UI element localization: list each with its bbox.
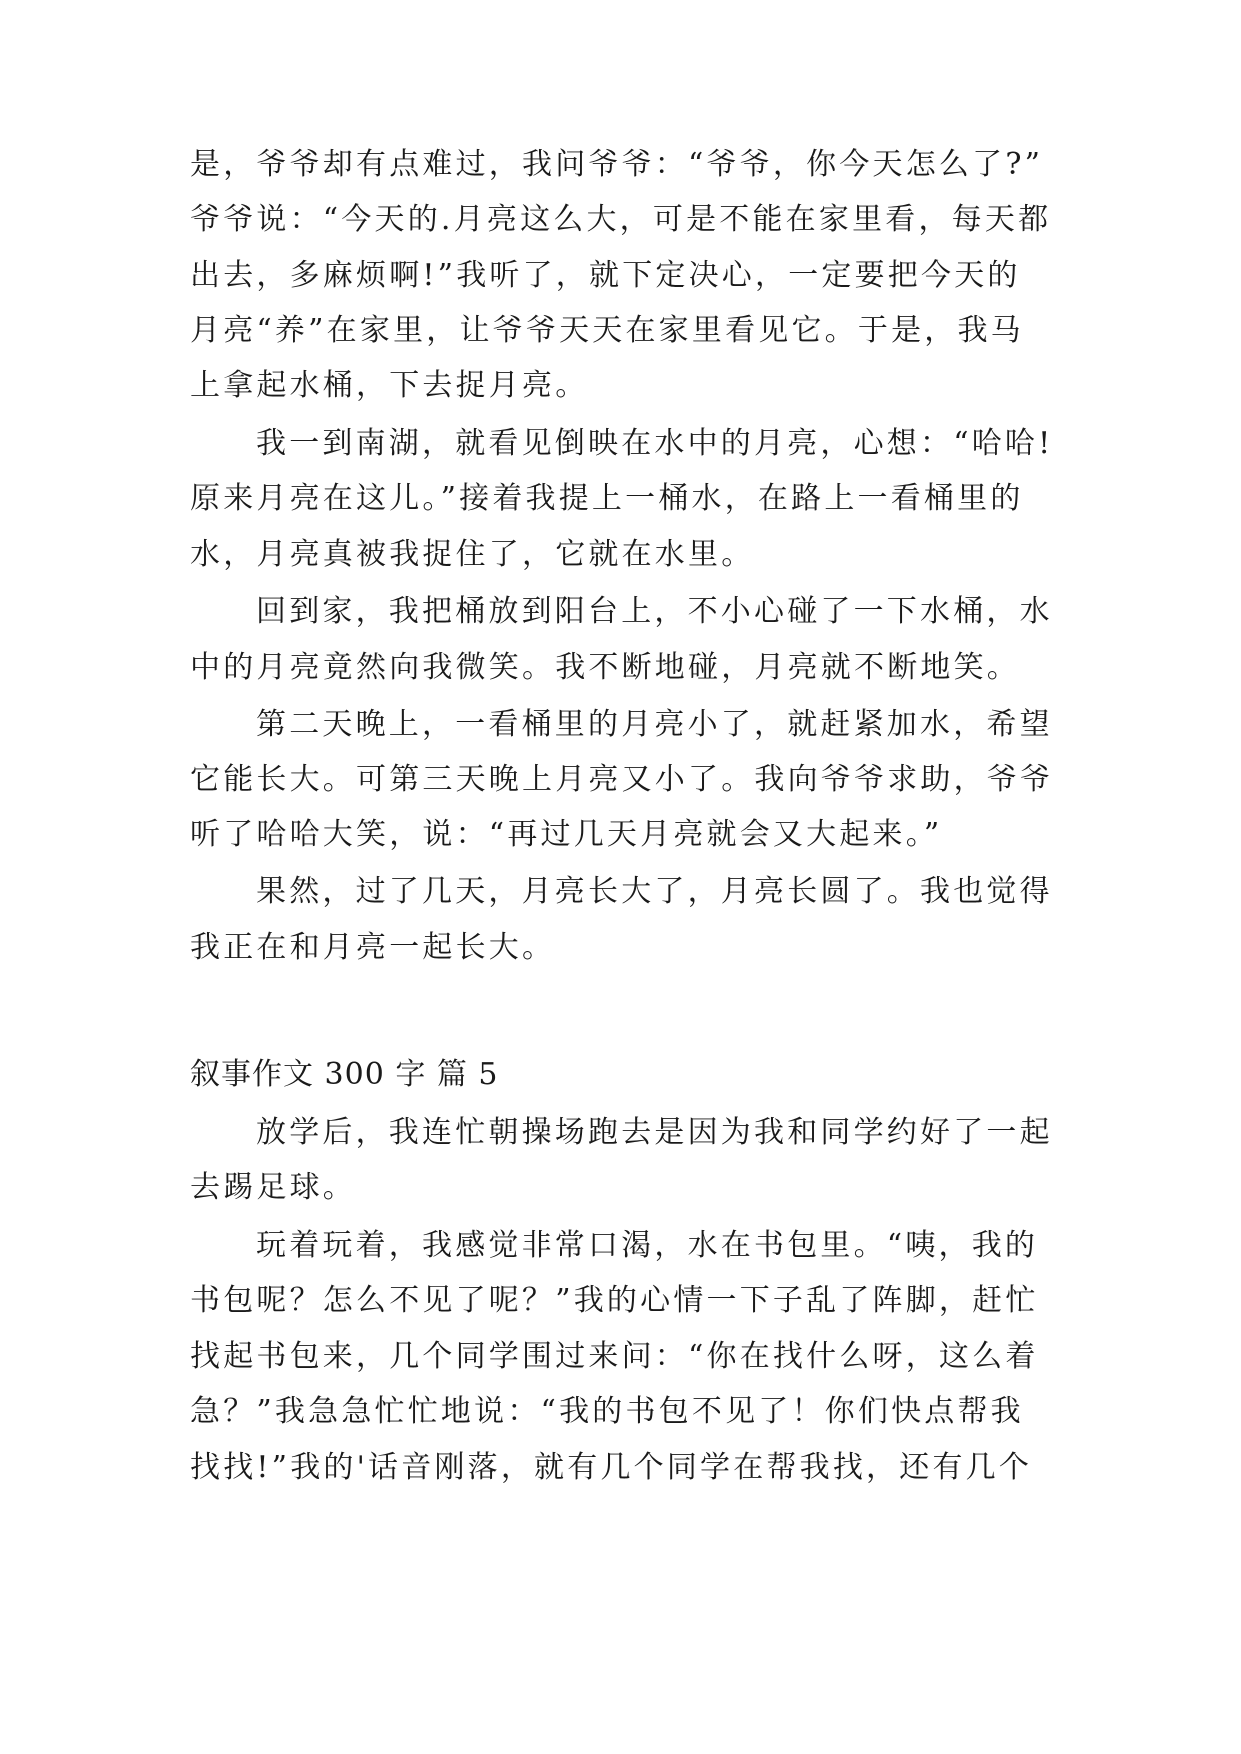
text-line: 第二天晚上，一看桶里的月亮小了，就赶紧加水，希望 [256, 707, 1053, 742]
text-line: 是，爷爷却有点难过，我问爷爷：“爷爷，你今天怎么了?” [190, 147, 1044, 182]
text-line: 我正在和月亮一起长大。 [190, 930, 556, 965]
text-line: 急？”我急急忙忙地说：“我的书包不见了！你们快点帮我 [190, 1394, 1024, 1429]
text-line: 回到家，我把桶放到阳台上，不小心碰了一下水桶，水 [256, 594, 1053, 629]
text-line: 听了哈哈大笑，说：“再过几天月亮就会又大起来。” [190, 817, 943, 852]
text-line: 水，月亮真被我捉住了，它就在水里。 [190, 537, 755, 572]
text-line: 爷爷说：“今天的.月亮这么大，可是不能在家里看，每天都 [190, 202, 1052, 237]
text-line: 月亮“养”在家里，让爷爷天天在家里看见它。于是，我马 [190, 313, 1024, 348]
text-line: 玩着玩着，我感觉非常口渴，水在书包里。“咦，我的 [256, 1228, 1039, 1263]
text-line: 果然，过了几天，月亮长大了，月亮长圆了。我也觉得 [256, 874, 1053, 909]
text-line: 找找!”我的'话音刚落，就有几个同学在帮我找，还有几个 [190, 1450, 1033, 1485]
text-line: 出去，多麻烦啊!”我听了，就下定决心，一定要把今天的 [190, 258, 1021, 293]
text-line: 原来月亮在这儿。”接着我提上一桶水，在路上一看桶里的 [190, 481, 1024, 516]
text-line: 找起书包来，几个同学围过来问：“你在找什么呀，这么着 [190, 1339, 1039, 1374]
text-line: 上拿起水桶，下去捉月亮。 [190, 368, 589, 403]
text-line: 中的月亮竟然向我微笑。我不断地碰，月亮就不断地笑。 [190, 650, 1020, 685]
text-line: 去踢足球。 [190, 1170, 356, 1205]
text-line: 放学后，我连忙朝操场跑去是因为我和同学约好了一起 [256, 1115, 1053, 1150]
text-line: 书包呢？怎么不见了呢？”我的心情一下子乱了阵脚，赶忙 [190, 1283, 1039, 1318]
section-heading: 叙事作文 300 字 篇 5 [190, 1057, 499, 1092]
text-line: 它能长大。可第三天晚上月亮又小了。我向爷爷求助，爷爷 [190, 762, 1054, 797]
text-line: 我一到南湖，就看见倒映在水中的月亮，心想：“哈哈! [256, 426, 1054, 461]
